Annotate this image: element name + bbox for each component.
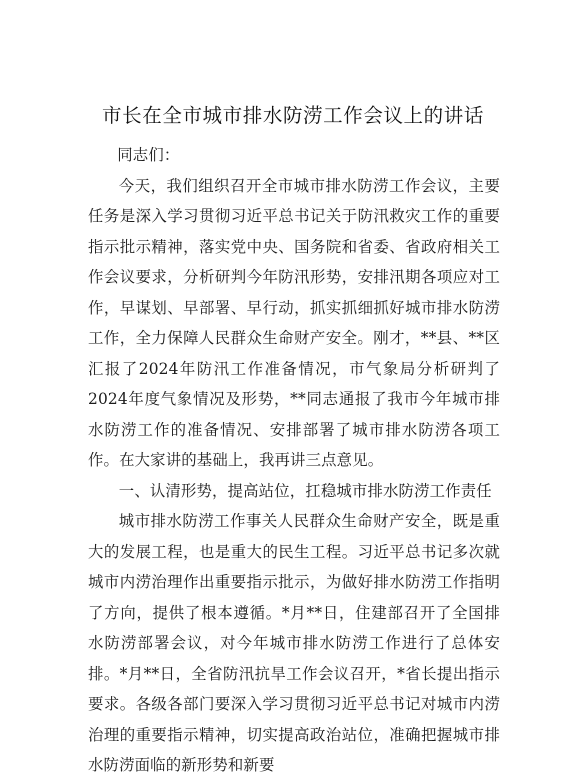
section-1-heading: 一、认清形势，提高站位，扛稳城市排水防涝工作责任 [118,481,492,500]
paragraph-2: 城市排水防涝工作事关人民群众生命财产安全，既是重大的发展工程，也是重大的民生工程。习近平总书记多次就城市内涝治理作出重要指示批示，为做好排水防涝工作指明了方向，提供了根本遵循。*月**日，住建部召开了全国排水防涝部署会议，对今年城市排水防涝工作进行了总体安排。*月**日，全省防汛抗旱工作会议召开，*省长提出指示要求。各级各部门要深入学习贯彻习近平总书记对城市内涝治理的重要指示精神，切实提高政治站位，准确把握城市排水防涝面临的新形势和新要 [88,512,500,774]
greeting: 同志们： [117,146,180,164]
document-title: 市长在全市城市排水防涝工作会议上的讲话 [102,104,484,127]
document-body [88,140,500,781]
paragraph-1: 今天，我们组织召开全市城市排水防涝工作会议，主要任务是深入学习贯彻习近平总书记关于防汛救灾工作的重要指示批示精神，落实党中央、国务院和省委、省政府相关工作会议要求，分析研判今年防汛形势，安排汛期各项应对工作，早谋划、早部署、早行动，抓实抓细抓好城市排水防涝工作，全力保障人民群众生命财产安全。刚才，**县、**区汇报了2024年防汛工作准备情况，市气象局分析研判了2024年度气象情况及形势，**同志通报了我市今年城市排水防涝工作的准备情况、安排部署了城市排水防涝各项工作。在大家讲的基础上，我再讲三点意见。 [88,176,500,469]
